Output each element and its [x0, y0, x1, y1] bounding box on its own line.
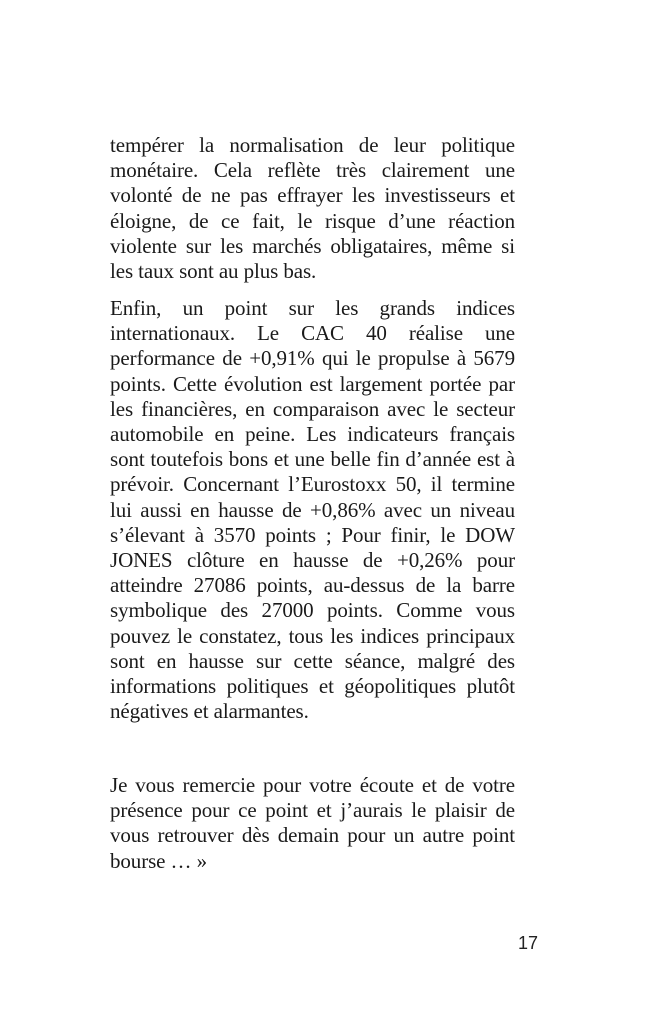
paragraph-normalisation [110, 133, 515, 284]
page-number: 17 [518, 933, 539, 953]
paragraph-closing [110, 773, 515, 874]
paragraph-text: tempérer la normalisation de leur politique monétaire. Cela reflète très clairement une volonté de ne pas effrayer les investisseurs et éloigne, de ce fait, le risque d’une réaction violente sur les marchés obligataires, même si les taux sont au plus bas. [110, 133, 515, 284]
paragraph-text: Je vous remercie pour votre écoute et de votre présence pour ce point et j’aurais le plaisir de vous retrouver dès demain pour un autre point bourse … » [110, 773, 515, 873]
paragraph-indices [110, 296, 515, 724]
paragraph-text: Enfin, un point sur les grands indices internationaux. Le CAC 40 réalise une performance de +0,91% qui le propulse à 5679 points. Cette évolution est largement portée par les financières, en comparaison avec le secteur automobile en peine. Les indicateurs français sont toutefois bons et une belle fin d’année est à prévoir. Concernant l’Eurostoxx 50, il termine lui aussi en hausse de +0,86% avec un niveau s’élevant à 3570 points ; Pour finir, le DOW JONES clôture en hausse de +0,26% pour atteindre 27086 points, au-dessus de la barre symbolique des 27000 points. Comme vous pouvez le constatez, tous les indices principaux sont en hausse sur cette séance, malgré des informations politiques et géopolitiques plutôt négatives et alarmantes. [110, 296, 515, 724]
